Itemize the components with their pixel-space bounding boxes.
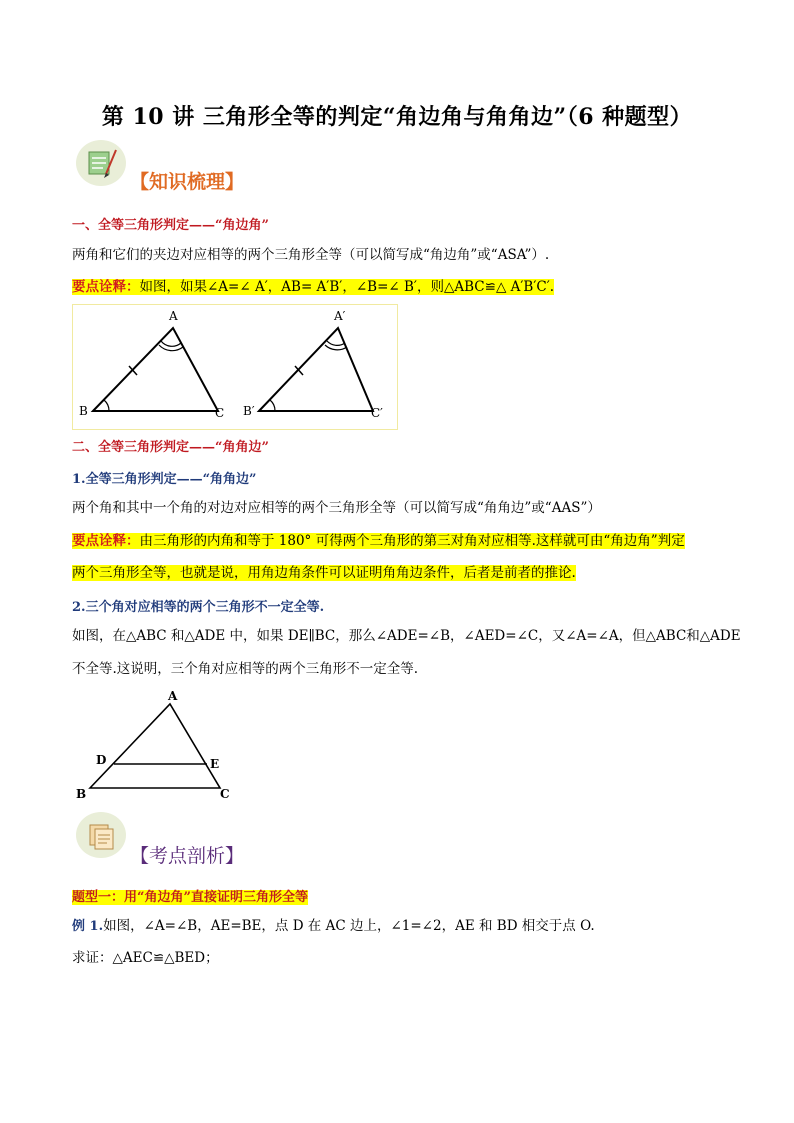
page-title: 第 10 讲 三角形全等的判定“角边角与角角边”（6 种题型） bbox=[101, 104, 693, 130]
label-a: A bbox=[169, 309, 178, 323]
label-c: C bbox=[215, 406, 225, 420]
triangle-abc bbox=[93, 328, 218, 411]
aas-note-line2 bbox=[72, 563, 576, 583]
label-c: C bbox=[220, 787, 230, 801]
aaa-explanation-line1: 如图，在△ABC 和△ADE 中，如果 DE∥BC，那么∠ADE=∠B，∠AED=∠C，又∠A=∠A，但△ABC和△ADE bbox=[72, 628, 741, 644]
label-a-prime: A′ bbox=[334, 309, 346, 323]
figure-asa-triangles bbox=[72, 304, 398, 430]
figure-similar-triangles bbox=[72, 686, 242, 804]
label-a: A bbox=[168, 689, 178, 703]
aas-note-line1 bbox=[72, 531, 685, 551]
notebook-pen-icon bbox=[76, 140, 126, 186]
label-d: D bbox=[96, 753, 107, 767]
triangle-abc bbox=[90, 704, 220, 788]
label-b: B bbox=[79, 404, 88, 418]
note-label: 要点诠释： bbox=[72, 533, 140, 549]
subheading-aaa: 2.三个角对应相等的两个三角形不一定全等. bbox=[72, 600, 325, 615]
example-text: 如图，∠A=∠B，AE=BE，点 D 在 AC 边上，∠1=∠2，AE 和 BD 相交于点 O. bbox=[103, 918, 595, 934]
label-e: E bbox=[210, 757, 220, 771]
type-one-heading bbox=[72, 886, 308, 905]
note-text: 两个三角形全等，也就是说，用角边角条件可以证明角角边条件，后者是前者的推论. bbox=[72, 565, 576, 581]
subheading-aas: 1.全等三角形判定——“角角边” bbox=[72, 472, 257, 487]
type-one-text: 题型一：用“角边角”直接证明三角形全等 bbox=[72, 890, 308, 905]
section-analysis-label: 【考点剖析】 bbox=[130, 845, 245, 867]
heading-asa: 一、全等三角形判定——“角边角” bbox=[72, 218, 269, 233]
asa-definition: 两角和它们的夹边对应相等的两个三角形全等（可以简写成“角边角”或“ASA”）. bbox=[72, 247, 550, 263]
label-c-prime: C′ bbox=[371, 406, 383, 420]
heading-aas: 二、全等三角形判定——“角角边” bbox=[72, 440, 269, 455]
prove-statement: 求证：△AEC≌△BED； bbox=[72, 950, 219, 966]
aas-definition: 两个角和其中一个角的对边对应相等的两个三角形全等（可以简写成“角角边”或“AAS”） bbox=[72, 500, 601, 516]
label-b: B bbox=[76, 787, 87, 801]
example-label: 例 1. bbox=[72, 919, 104, 934]
triangle-a-b-c-prime bbox=[259, 328, 373, 411]
documents-icon bbox=[76, 812, 126, 858]
example-1 bbox=[72, 916, 595, 937]
label-b-prime: B′ bbox=[243, 404, 255, 418]
note-text: 由三角形的内角和等于 180° 可得两个三角形的第三对角对应相等.这样就可由“角边角”判定 bbox=[139, 533, 685, 549]
note-label: 要点诠释： bbox=[72, 279, 140, 295]
aaa-explanation-line2: 不全等.这说明，三个角对应相等的两个三角形不一定全等. bbox=[72, 661, 419, 677]
section-knowledge-label: 【知识梳理】 bbox=[130, 171, 245, 193]
asa-note bbox=[72, 277, 554, 297]
note-text: 如图，如果∠A=∠ A′，AB= A′B′，∠B=∠ B′，则△ABC≌△ A′B′C′. bbox=[139, 279, 555, 295]
